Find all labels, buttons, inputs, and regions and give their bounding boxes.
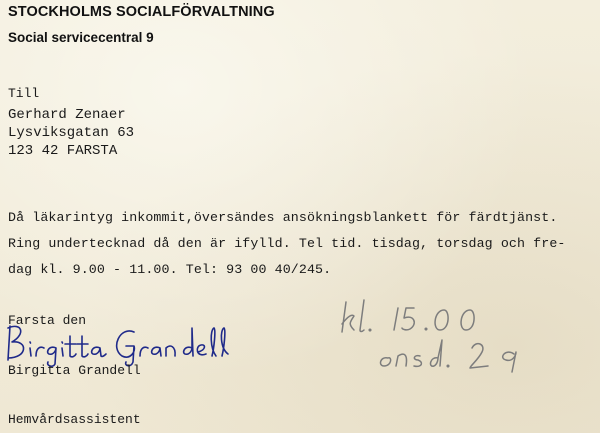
recipient-name: Gerhard Zenaer [8, 107, 126, 123]
recipient-street: Lysviksgatan 63 [8, 125, 135, 141]
recipient-to-label: Till [8, 86, 40, 101]
handwritten-signature [0, 318, 240, 368]
body-line: Ring undertecknad då den är ifylld. Tel tid. tisdag, torsdag och fre- [8, 236, 566, 251]
body-line: Då läkarintyg inkommit,översändes ansökningsblankett för färdtjänst. [8, 210, 558, 225]
signer-name: Birgitta Grandell [8, 363, 141, 378]
body-line: dag kl. 9.00 - 11.00. Tel: 93 00 40/245. [8, 262, 332, 277]
handwritten-pencil-note [330, 296, 550, 376]
recipient-postal-city: 123 42 FARSTA [8, 143, 118, 159]
place-date: Farsta den [8, 313, 87, 328]
organization-name: STOCKHOLMS SOCIALFÖRVALTNING [8, 4, 275, 20]
office-name: Social servicecentral 9 [8, 30, 154, 45]
signer-title: Hemvårdsassistent [8, 412, 141, 427]
